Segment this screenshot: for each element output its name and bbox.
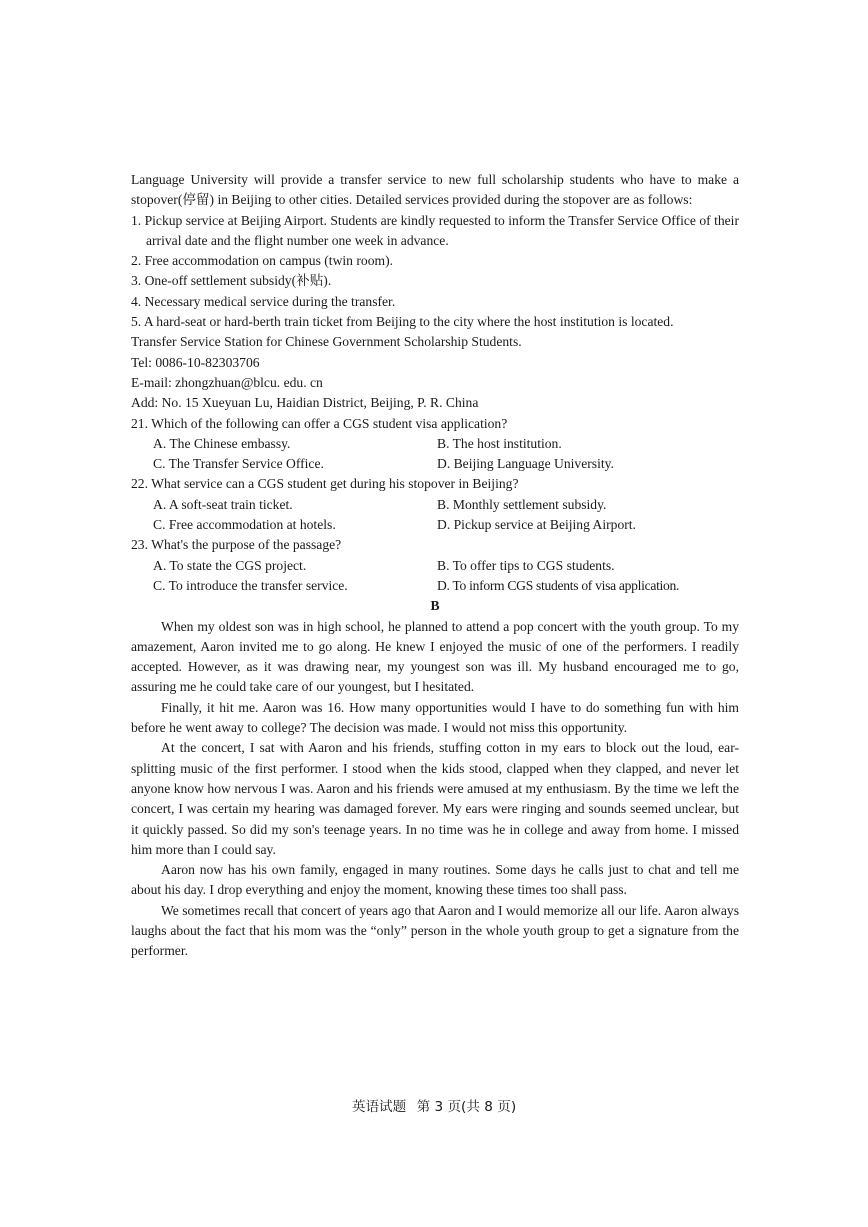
- page-footer: [0, 1095, 868, 1115]
- option-22-c: C. Free accommodation at hotels.: [153, 517, 336, 533]
- question-22-stem: 22. What service can a CGS student get during his stopover in Beijing?: [131, 476, 519, 492]
- contact-email: E-mail: zhongzhuan@blcu. edu. cn: [131, 374, 323, 390]
- option-23-d: D. To inform CGS students of visa application.: [437, 577, 680, 593]
- option-22-a: A. A soft-seat train ticket.: [153, 496, 293, 512]
- contact-station: Transfer Service Station for Chinese Government Scholarship Students.: [131, 334, 522, 350]
- option-23-b: B. To offer tips to CGS students.: [437, 557, 615, 573]
- passage-b-paragraph-5: We sometimes recall that concert of years ago that Aaron and I would memorize all our life. Aaron always laughs about the fact that his mom was the “only” person in the whole youth group to get a signature from the performer.: [131, 902, 739, 959]
- option-21-a: A. The Chinese embassy.: [153, 435, 291, 451]
- service-item-5: 5. A hard-seat or hard-berth train ticket from Beijing to the city where the host institution is located.: [131, 314, 674, 330]
- option-21-d: D. Beijing Language University.: [437, 456, 614, 472]
- question-23-stem: 23. What's the purpose of the passage?: [131, 537, 342, 553]
- footer-subject: 英语试题: [351, 1099, 407, 1115]
- passage-b-paragraph-4: Aaron now has his own family, engaged in many routines. Some days he calls just to chat and tell me about his day. I drop everything and enjoy the moment, knowing these times too shall pass.: [131, 862, 739, 898]
- question-22-options: [131, 495, 739, 536]
- service-item-3: 3. One-off settlement subsidy(补贴).: [131, 273, 332, 289]
- option-21-c: C. The Transfer Service Office.: [153, 456, 324, 472]
- question-21-stem: 21. Which of the following can offer a CGS student visa application?: [131, 415, 508, 431]
- contact-address: Add: No. 15 Xueyuan Lu, Haidian District, Beijing, P. R. China: [131, 395, 479, 411]
- service-item-2: 2. Free accommodation on campus (twin room).: [131, 253, 393, 269]
- option-21-b: B. The host institution.: [437, 435, 562, 451]
- option-23-a: A. To state the CGS project.: [153, 557, 307, 573]
- passage-b-paragraph-3: At the concert, I sat with Aaron and his friends, stuffing cotton in my ears to block out the loud, ear-splitting music of the first performer. I stood when the kids stood, clapped when they clapped, and never let anyone know how nervous I was. Aaron and his friends were amused at my enthusiasm. By the time we left the concert, I was certain my hearing was damaged forever. My ears were ringing and sounds seemed unclear, but it quickly passed. So did my son's teenage years. In no time was he in college and away from home. I missed him more than I could say.: [131, 740, 739, 857]
- service-item-1: 1. Pickup service at Beijing Airport. Students are kindly requested to inform the Transfer Service Office of their arrival date and the flight number one week in advance.: [131, 212, 739, 248]
- option-22-b: B. Monthly settlement subsidy.: [437, 496, 607, 512]
- footer-page-number: 第 3 页(共 8 页): [416, 1099, 517, 1115]
- passage-b-paragraph-1: When my oldest son was in high school, he planned to attend a pop concert with the youth group. To my amazement, Aaron invited me to go along. He knew I enjoyed the music of one of the performers. I readily accepted. However, as it was drawing near, my youngest son was ill. My husband encouraged me to go, assuring me he could take care of our youngest, but I hesitated.: [131, 618, 739, 695]
- passage-b-paragraph-2: Finally, it hit me. Aaron was 16. How many opportunities would I have to do something fun with him before he went away to college? The decision was made. I would not miss this opportunity.: [131, 699, 739, 736]
- service-item-4: 4. Necessary medical service during the transfer.: [131, 293, 396, 309]
- question-21-options: [131, 434, 739, 475]
- question-23-options: [131, 556, 739, 597]
- exam-page-body: [131, 170, 739, 962]
- contact-tel: Tel: 0086-10-82303706: [131, 354, 260, 370]
- option-22-d: D. Pickup service at Beijing Airport.: [437, 517, 636, 533]
- section-label-b: B: [430, 598, 440, 614]
- option-23-c: C. To introduce the transfer service.: [153, 577, 348, 593]
- passage-a-intro: Language University will provide a transfer service to new full scholarship students who have to make a stopover(停留) in Beijing to other cities. Detailed services provided during the stopover are as follows:: [131, 172, 739, 208]
